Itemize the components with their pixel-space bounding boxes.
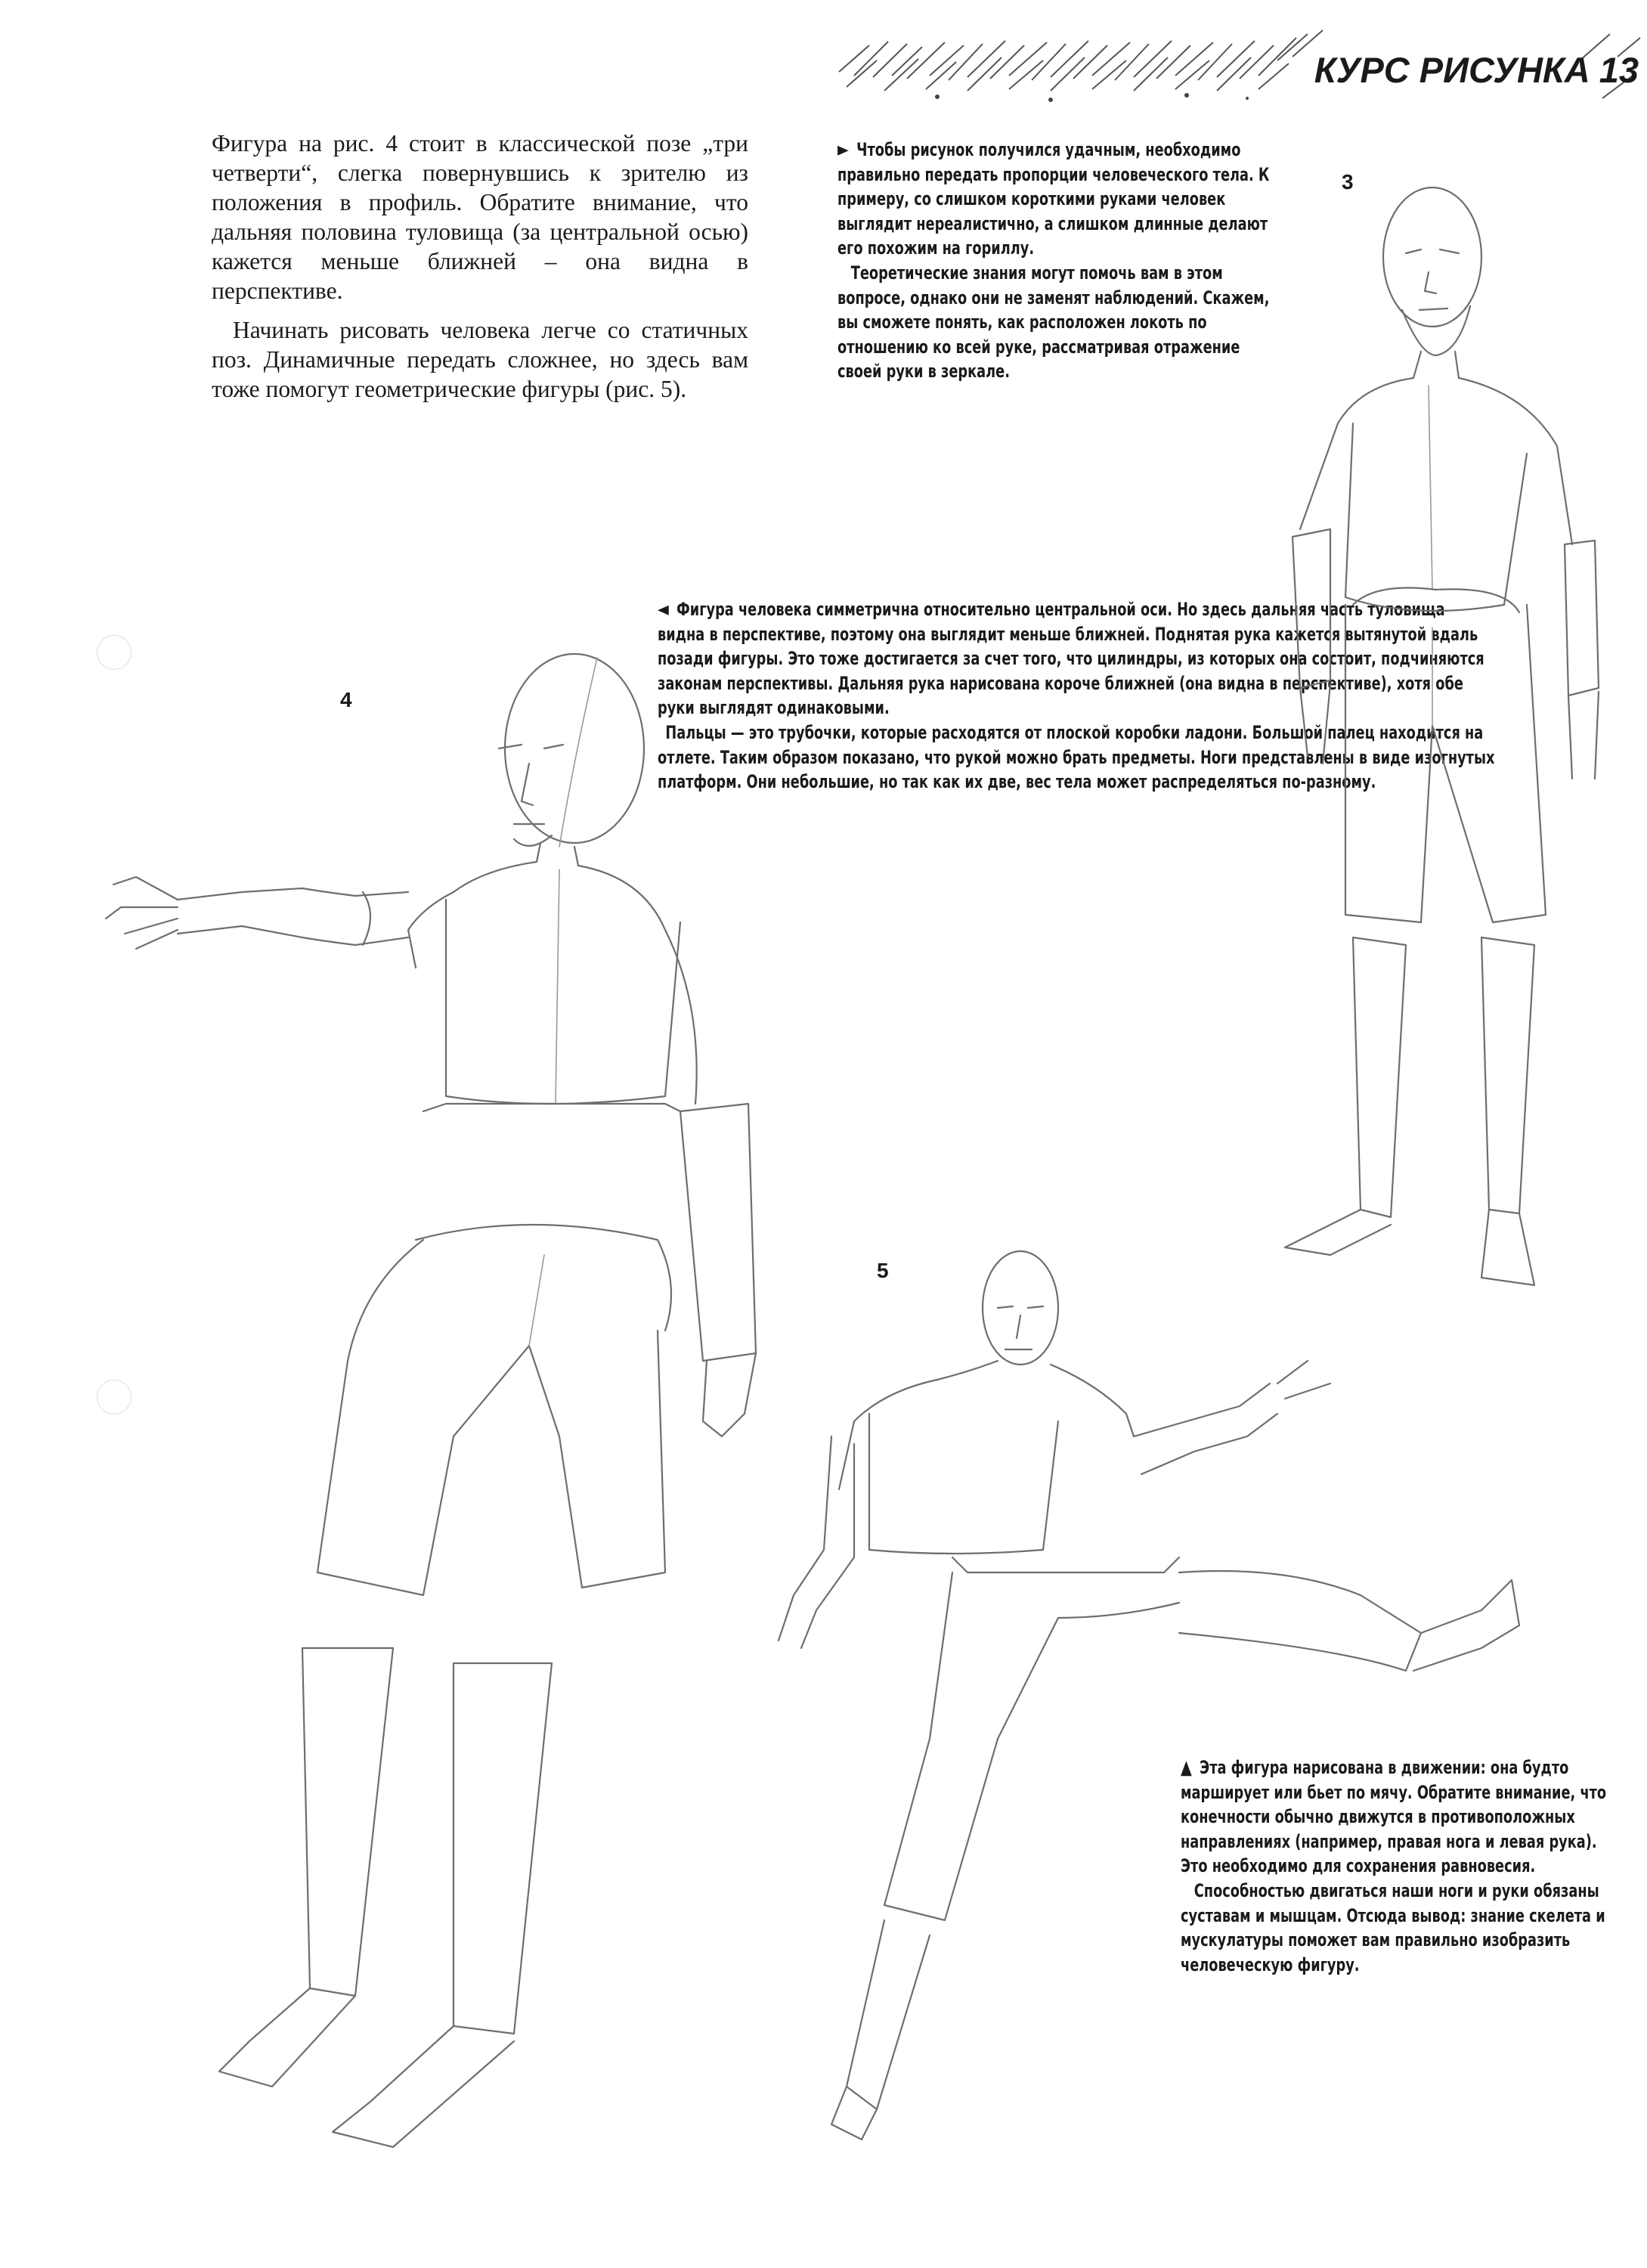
figure-5-sketch [779, 1251, 1519, 2139]
figure-4-sketch [106, 654, 756, 2147]
figure-4-label: 4 [340, 688, 352, 711]
caption-symmetry: ◄ Фигура человека симметрична относительно центральной оси. Но здесь дальняя часть туловища видна в перспективе, поэтому она выглядит меньше ближней. Поднятая рука кажется вытянутой вдаль позади фигуры. Это тоже достигается за счет того, что цилиндры, из которых она состоит, подчиняются законам перспективы. Дальняя рука нарисована короче ближней (она видна в перспективе), хотя обе руки выглядят одинаковыми. Пальцы — это трубочки, которые расходятся от плоской коробки ладони. Большой палец находится на отлете. Таким образом показано, что рукой можно брать предметы. Ноги представлены в виде изогнутых платформ. Они небольшие, но так как их две, вес тела может распределяться по-разному. [658, 598, 1495, 793]
triangle-up-icon: ▲ [1181, 1756, 1192, 1779]
caption-proportions: ► Чтобы рисунок получился удачным, необходимо правильно передать пропорции человеческого тела. К примеру, со слишком короткими руками человек выглядит нереалистично, а слишком длинные делают его похожим на гориллу. Теоретические знания могут помочь вам в этом вопросе, однако они не заменят наблюдений. Скажем, вы сможете понять, как расположен локоть по отношению ко всей руке, рассматривая отражение своей руки в зеркале. [837, 138, 1270, 383]
triangle-left-icon: ◄ [658, 598, 669, 621]
figure-3-label: 3 [1342, 170, 1354, 194]
triangle-right-icon: ► [837, 138, 849, 161]
caption-movement: ▲ Эта фигура нарисована в движении: она будто марширует или бьет по мячу. Обратите внимание, что конечности обычно движутся в противоположных направлениях (например, правая нога и левая рука). Это необходимо для сохранения равновесия. Способностью двигаться наши ноги и руки обязаны суставам и мышцам. Отсюда вывод: знание скелета и мускулатуры поможет вам правильно изобразить человеческую фигуру. [1181, 1756, 1607, 1975]
intro-paragraph-1: Фигура на рис. 4 стоит в классической позе „три четверти“, слегка повернувшись к зрителю из положения в профиль. Обратите внимание, что дальняя половина туловища (за центральной осью) кажется меньше ближней – она видна в перспективе. [212, 130, 748, 304]
figure-5-label: 5 [877, 1259, 889, 1282]
page-number: 13 [1599, 50, 1639, 90]
figure-3-sketch [1285, 187, 1599, 1285]
section-title: КУРС РИСУНКА [1314, 50, 1590, 90]
intro-paragraph-2: Начинать рисовать человека легче со статичных поз. Динамичные передать сложнее, но здесь вам тоже помогут геометрические фигуры (рис. 5). [212, 317, 748, 402]
